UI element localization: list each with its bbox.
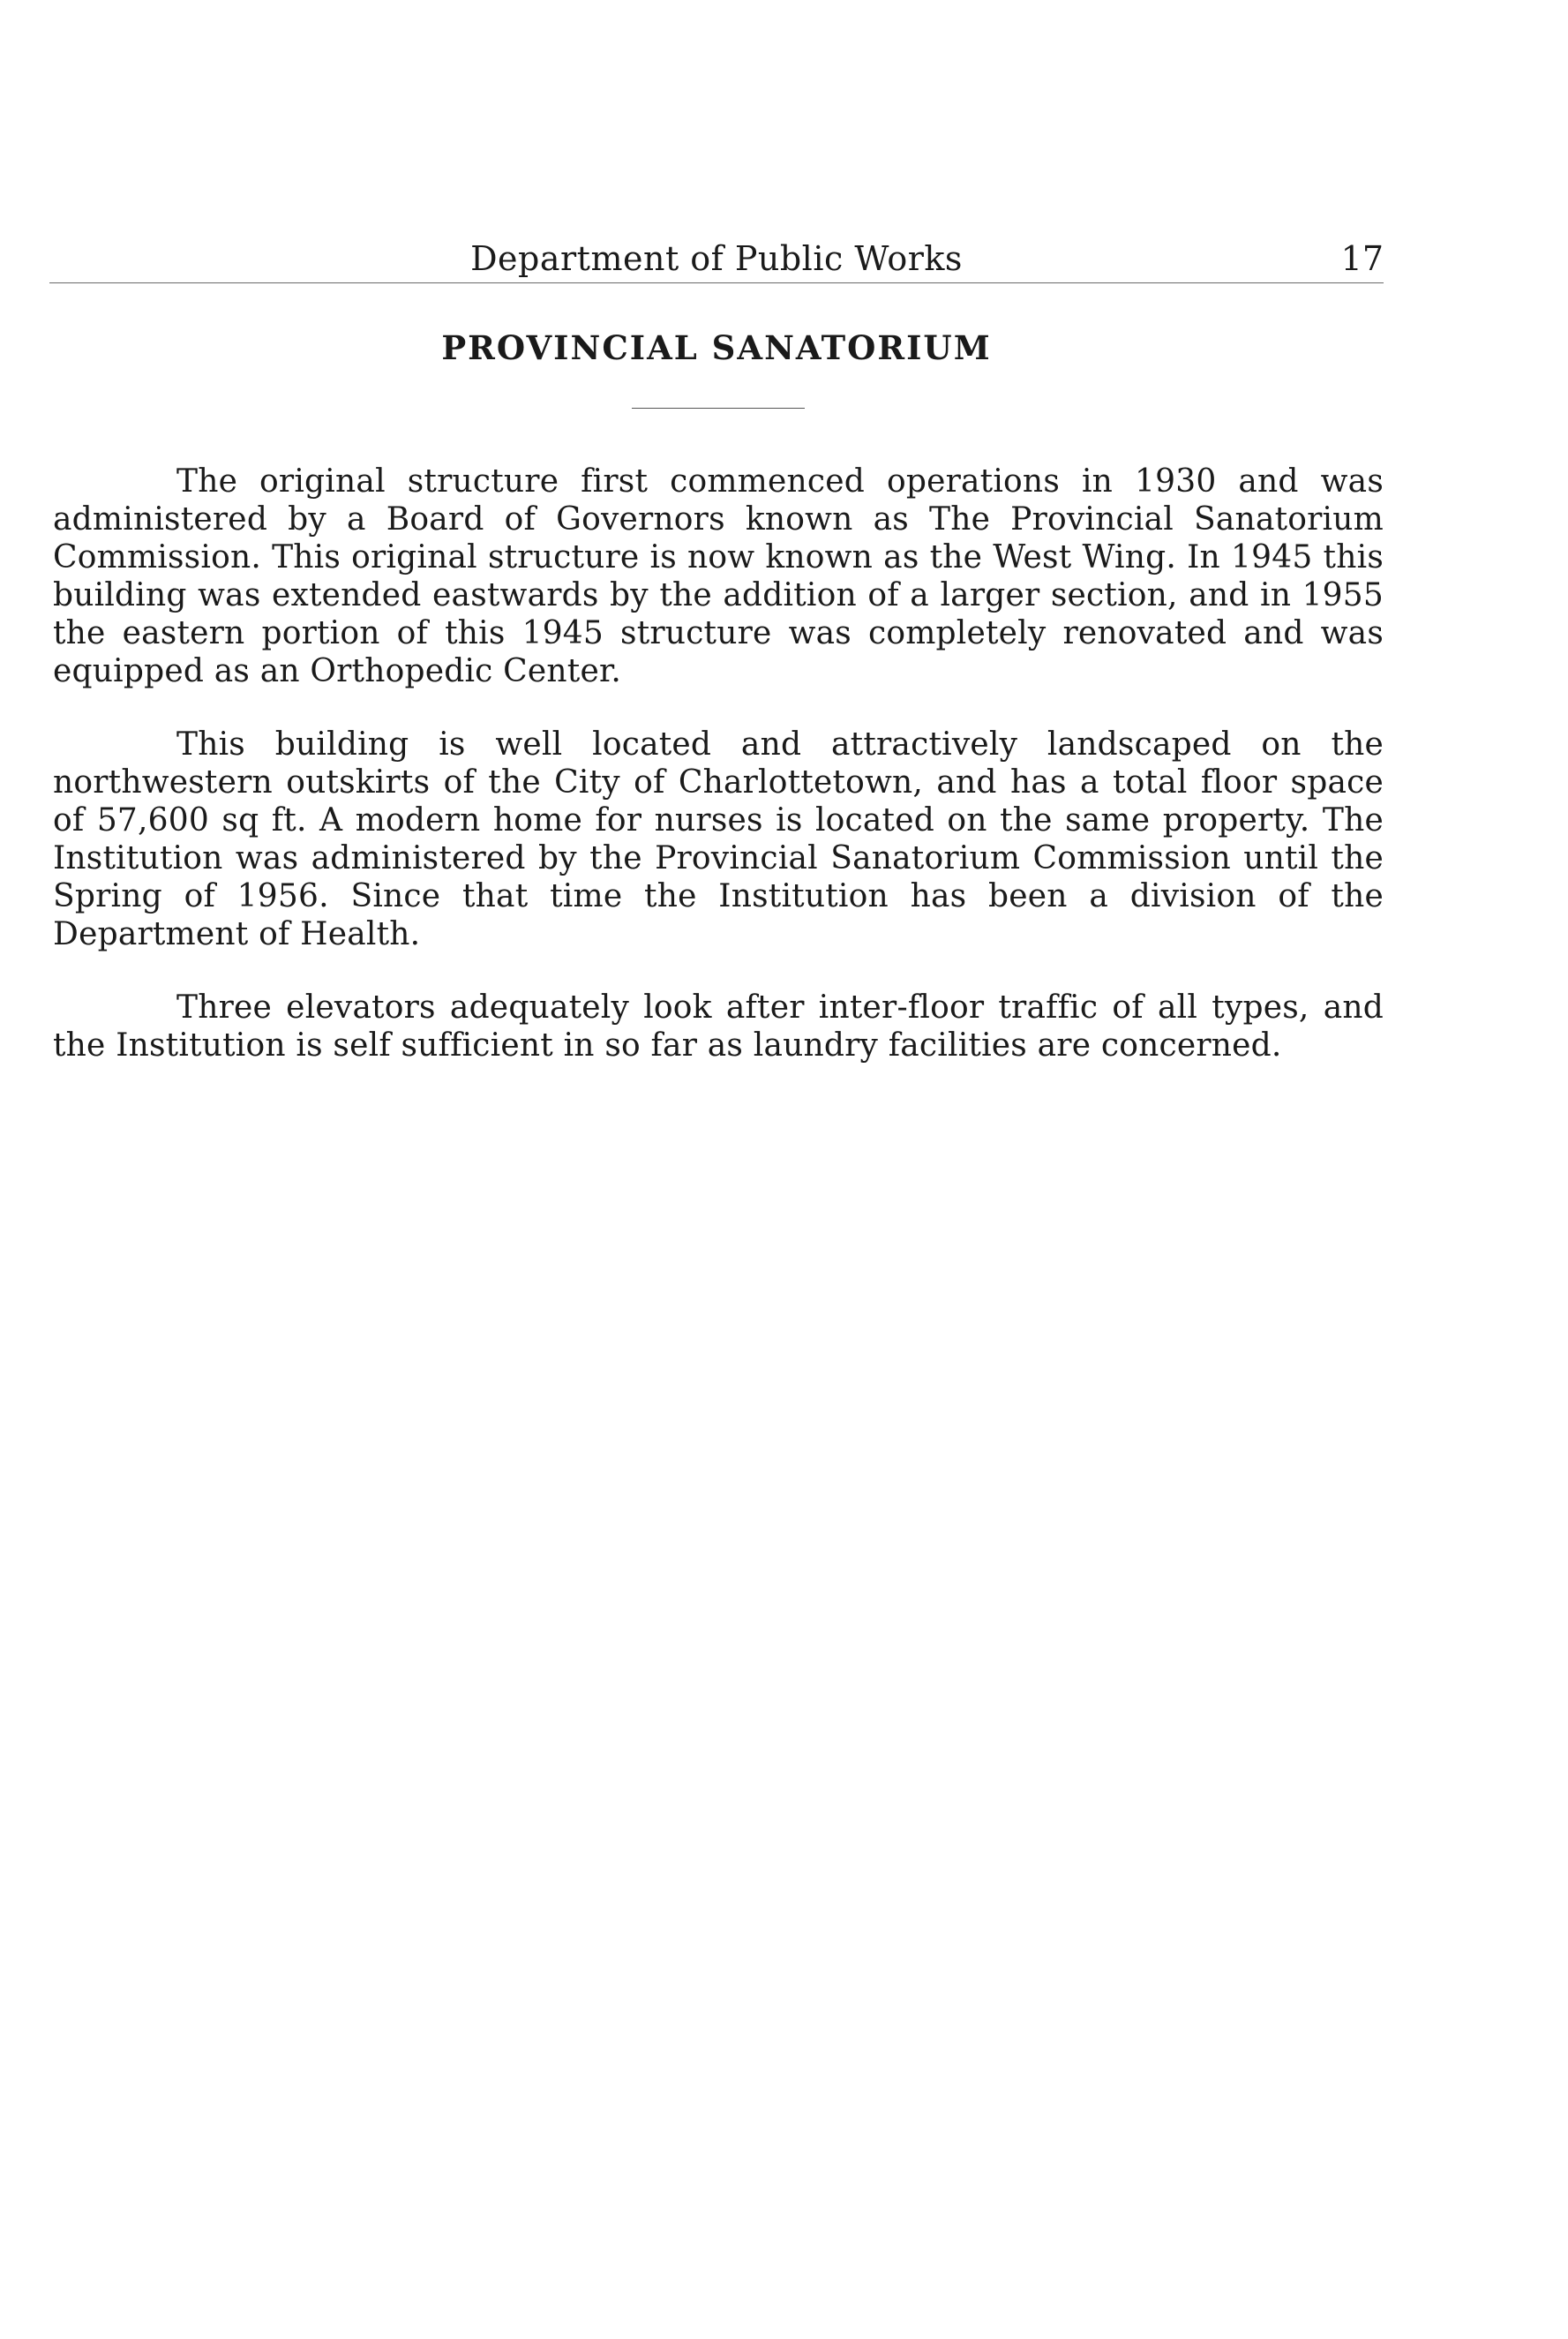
page-number: 17	[1340, 239, 1384, 278]
title-divider	[632, 408, 805, 409]
section-title: PROVINCIAL SANATORIUM	[441, 328, 992, 367]
body-paragraph-3: Three elevators adequately look after inter-floor traffic of all types, and the Institution is self sufficient in so far as laundry facilities are concerned.	[53, 989, 1384, 1064]
running-title: Department of Public Works	[470, 239, 963, 278]
body-paragraph-2: This building is well located and attractively landscaped on the northwestern outskirts of the City of Charlottetown, and has a total floor space of 57,600 sq ft. A modern home for nurses is located on the same property. The Institution was administered by the Provincial Sanatorium Commission until the Spring of 1956. Since that time the Institution has been a division of the Department of Health.	[53, 726, 1384, 952]
running-header	[49, 237, 1384, 283]
body-paragraph-1: The original structure first commenced operations in 1930 and was administered by a Board of Governors known as The Provincial Sanatorium Commission. This original structure is now known as the West Wing. In 1945 this building was extended eastwards by the addition of a larger section, and in 1955 the eastern portion of this 1945 structure was completely renovated and was equipped as an Orthopedic Center.	[53, 463, 1384, 689]
